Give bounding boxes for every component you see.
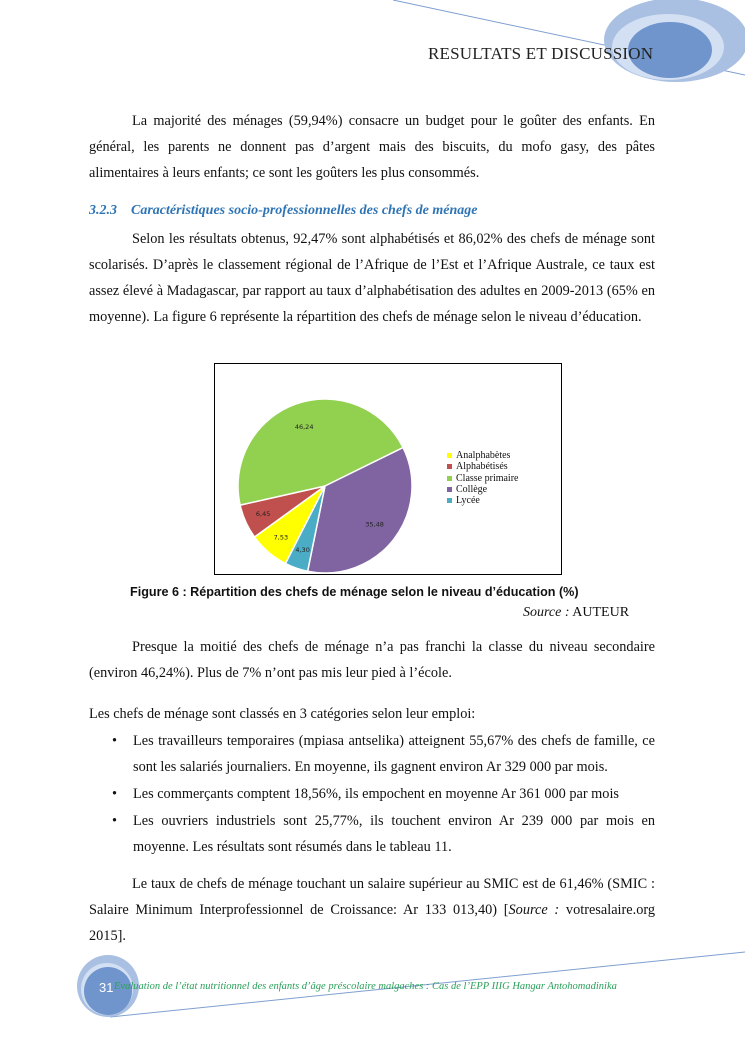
legend-item — [447, 461, 518, 472]
list-item-text: Les commerçants comptent 18,56%, ils empochent en moyenne Ar 361 000 par mois — [133, 786, 619, 802]
legend-item — [447, 495, 518, 506]
legend-item — [447, 450, 518, 461]
list-item — [112, 728, 655, 780]
employment-list — [112, 728, 655, 861]
pie-data-label: 6,45 — [255, 509, 271, 518]
paragraph-secondary: Presque la moitié des chefs de ménage n’a pas franchi la classe du niveau secondaire (environ 46,24%). Plus de 7% n’ont pas mis leur pied à l’école. — [89, 639, 655, 681]
pie-data-label: 35,48 — [365, 520, 384, 529]
legend-item — [447, 473, 518, 484]
bullet-icon: • — [112, 786, 118, 802]
list-item — [112, 808, 655, 860]
pie-data-label: 7,53 — [273, 533, 289, 542]
smic-source-label: Source : — [508, 902, 560, 918]
list-item — [112, 781, 655, 807]
legend-swatch — [447, 476, 452, 481]
figure-caption: Figure 6 : Répartition des chefs de ménage selon le niveau d’éducation (%) — [130, 585, 579, 599]
legend-swatch — [447, 498, 452, 503]
list-item-text: Les ouvriers industriels sont 25,77%, ils touchent environ Ar 239 000 par mois en moyenne. Les résultats sont résumés dans le tableau 11. — [133, 813, 655, 855]
paragraph-goûter: La majorité des ménages (59,94%) consacre un budget pour le goûter des enfants. En général, les parents ne donnent pas d’argent mais des biscuits, du mofo gasy, des pâtes alimentaires à leurs enfants; ce sont les goûters les plus consommés. — [89, 113, 655, 181]
legend-swatch — [447, 464, 452, 469]
source-value: AUTEUR — [572, 605, 630, 620]
section-heading — [89, 203, 477, 219]
figure-source — [523, 605, 629, 621]
source-label: Source : — [523, 605, 570, 620]
legend-label: Collège — [456, 483, 488, 495]
page-number: 31 — [99, 980, 114, 995]
legend-label: Classe primaire — [456, 472, 519, 484]
running-header: RESULTATS ET DISCUSSION — [428, 44, 654, 63]
pie-data-label: 46,24 — [294, 422, 314, 431]
legend-label: Alphabétisés — [456, 461, 508, 473]
section-title: Caractéristiques socio-professionnelles des chefs de ménage — [131, 203, 478, 218]
legend-swatch — [447, 487, 452, 492]
legend-label: Analphabètes — [456, 450, 511, 461]
list-item-text: Les travailleurs temporaires (mpiasa antselika) atteignent 55,67% des chefs de famille, ce sont les salariés journaliers. En moyenne, ils gagnent environ Ar 329 000 par mois. — [133, 733, 655, 775]
legend-item — [447, 484, 518, 495]
paragraph-smic — [89, 871, 655, 949]
legend-swatch — [447, 453, 452, 458]
legend-label: Lycée — [456, 495, 480, 507]
chart-legend — [447, 450, 518, 506]
paragraph-education: Selon les résultats obtenus, 92,47% sont alphabétisés et 86,02% des chefs de ménage sont scolarisés. D’après le classement régional de l’Afrique de l’Est et l’Afrique Australe, ce taux est assez élevé à Madagascar, par rapport au taux d’alphabétisation des adultes en 2009-2013 (65% en moyenne). La figure 6 représente la répartition des chefs de ménage selon le niveau d’éducation. — [89, 231, 655, 325]
bullet-icon: • — [112, 813, 118, 829]
pie-chart-figure — [214, 363, 562, 575]
running-footer: Evaluation de l’état nutritionnel des enfants d’âge préscolaire malgaches : Cas de l’EPP IIIG Hangar Antohomadinika — [114, 981, 617, 992]
pie-data-label: 4,30 — [295, 546, 310, 555]
smic-text: Le taux de chefs de ménage touchant un salaire supérieur au SMIC est de 61,46% (SMIC : Salaire Minimum Interprofessionnel de Croissance: Ar 133 013,40) [ — [89, 876, 655, 918]
section-number: 3.2.3 — [89, 203, 117, 218]
bullet-icon: • — [112, 733, 118, 749]
smic-source-value: votresalaire.org 2015]. — [89, 902, 655, 944]
paragraph-categories-intro: Les chefs de ménage sont classés en 3 catégories selon leur emploi: — [89, 706, 476, 722]
